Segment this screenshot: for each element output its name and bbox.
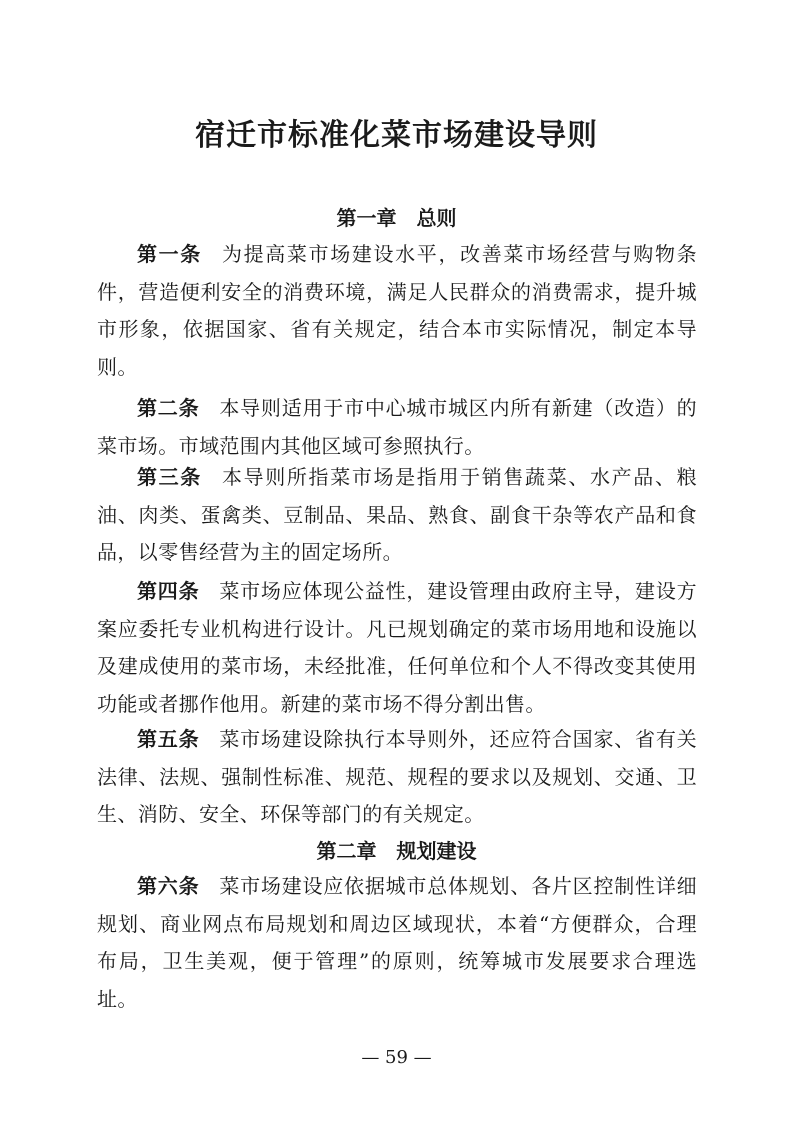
- article-number: 第二条: [137, 396, 200, 420]
- article-paragraph: [97, 390, 697, 465]
- article-number: 第五条: [137, 727, 200, 751]
- article-number: 第四条: [137, 579, 200, 603]
- article-text: 本导则适用于市中心城市城区内所有新建（改造）的菜市场。市域范围内其他区域可参照执行。: [97, 396, 698, 458]
- article-number: 第三条: [137, 465, 202, 489]
- article-paragraph: [97, 236, 697, 386]
- article-number: 第一条: [137, 242, 202, 266]
- article-text: 本导则所指菜市场是指用于销售蔬菜、水产品、粮油、肉类、蛋禽类、豆制品、果品、熟食、副食干杂等农产品和食品，以零售经营为主的固定场所。: [97, 465, 697, 565]
- article-number: 第六条: [137, 874, 200, 898]
- article-text: 为提高菜市场建设水平，改善菜市场经营与购物条件，营造便利安全的消费环境，满足人民群众的消费需求，提升城市形象，依据国家、省有关规定，结合本市实际情况，制定本导则。: [97, 242, 697, 379]
- article-paragraph: [97, 868, 697, 1018]
- article-text: 菜市场应体现公益性，建设管理由政府主导，建设方案应委托专业机构进行设计。凡已规划确定的菜市场用地和设施以及建成使用的菜市场，未经批准，任何单位和个人不得改变其使用功能或者挪作他用。新建的菜市场不得分割出售。: [97, 579, 698, 716]
- page-number: — 59 —: [361, 1047, 432, 1068]
- article-paragraph: [97, 459, 697, 572]
- article-text: 菜市场建设除执行本导则外，还应符合国家、省有关法律、法规、强制性标准、规范、规程的要求以及规划、交通、卫生、消防、安全、环保等部门的有关规定。: [97, 727, 698, 827]
- chapter-heading: 第二章 规划建设: [316, 839, 477, 863]
- article-text: 菜市场建设应依据城市总体规划、各片区控制性详细规划、商业网点布局规划和周边区域现状，本着“方便群众，合理布局，卫生美观，便于管理”的原则，统筹城市发展要求合理选址。: [97, 874, 698, 1011]
- article-paragraph: [97, 721, 697, 834]
- article-paragraph: [97, 573, 697, 723]
- document-title: 宿迁市标准化菜市场建设导则: [195, 118, 598, 153]
- chapter-heading: 第一章 总则: [336, 206, 457, 230]
